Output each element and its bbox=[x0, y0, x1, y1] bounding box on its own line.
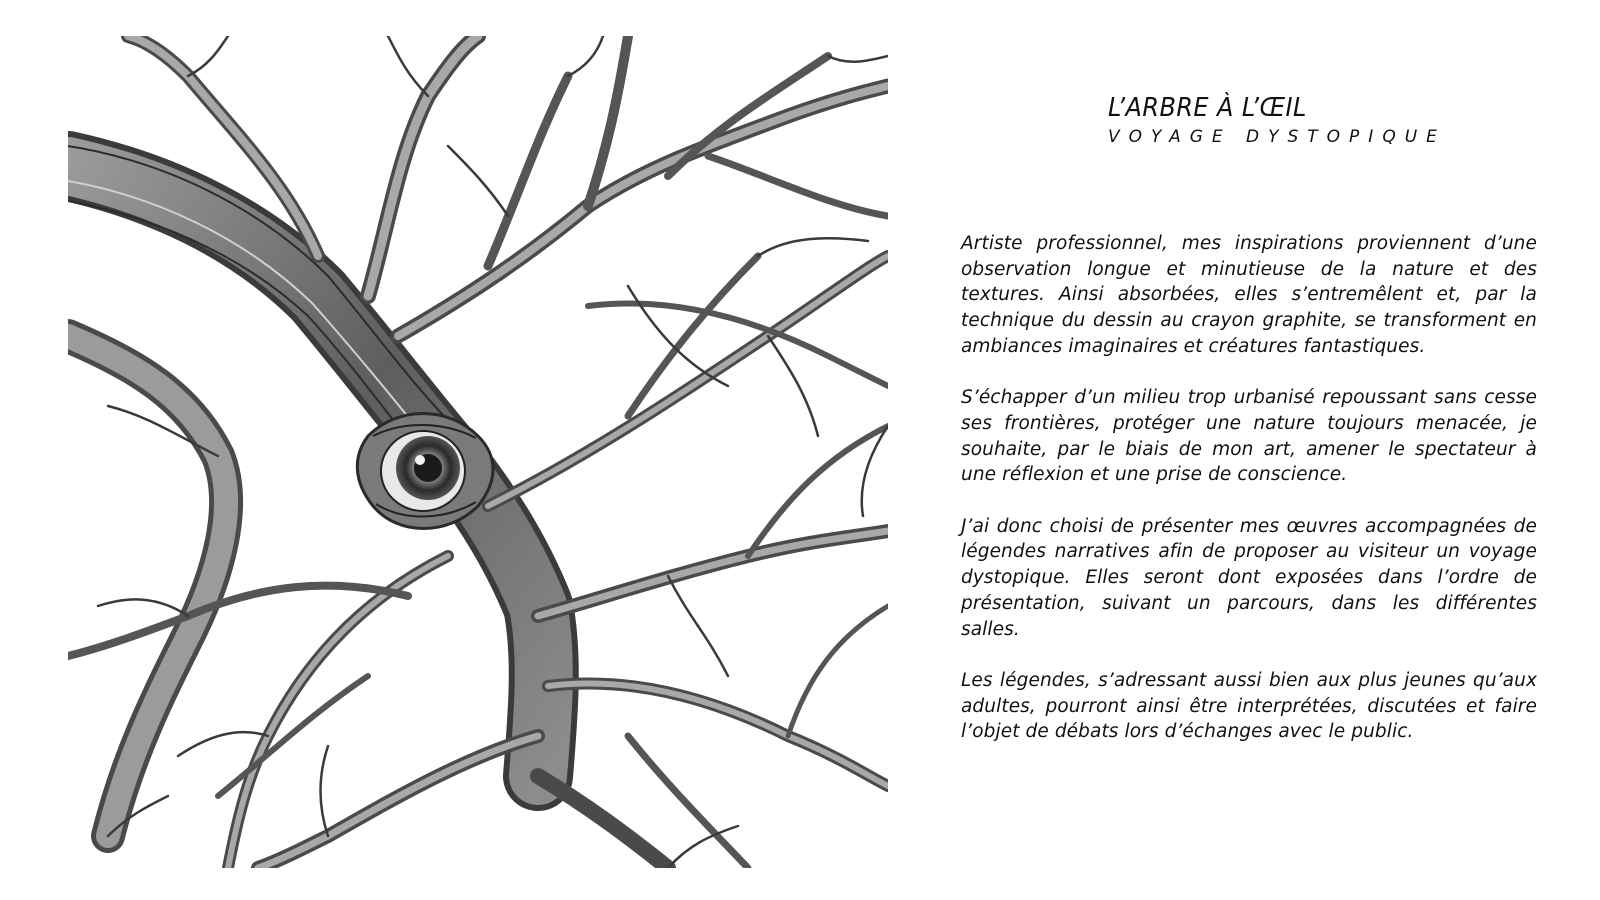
paragraph-legends: Les légendes, s’adressant aussi bien aux plus jeunes qu’aux adultes, pourront ainsi être interprétées, discutées et faire l’objet de débats lors d’échanges avec le public. bbox=[961, 669, 1537, 743]
page-subtitle: VOYAGE DYSTOPIQUE bbox=[1108, 127, 1446, 147]
paragraph-nature: S’échapper d’un milieu trop urbanisé repoussant sans cesse ses frontières, protéger une nature toujours menacée, je souhaite, par le biais de mon art, amener le spectateur à une réflexion et une prise de conscience. bbox=[961, 387, 1537, 486]
tree-eye-illustration bbox=[68, 36, 888, 868]
tree-eye-drawing bbox=[68, 36, 888, 868]
paragraph-exhibition: J’ai donc choisi de présenter mes œuvres accompagnées de légendes narratives afin de proposer au visiteur un voyage dystopique. Elles seront dont exposées dans l’ordre de présentation, suivant un parcours, dans les différentes salles. bbox=[961, 515, 1537, 640]
title-block bbox=[1108, 92, 1548, 148]
page-title: L’ARBRE À L’ŒIL bbox=[1108, 93, 1307, 123]
paragraph-inspiration: Artiste professionnel, mes inspirations proviennent d’une observation longue et minutieuse de la nature et des textures. Ainsi absorbées, elles s’entremêlent et, par la technique du dessin au crayon graphite, se transforment en ambiances imaginaires et créatures fantastiques. bbox=[961, 233, 1537, 357]
eye-icon bbox=[357, 414, 493, 529]
artist-statement bbox=[961, 231, 1537, 771]
